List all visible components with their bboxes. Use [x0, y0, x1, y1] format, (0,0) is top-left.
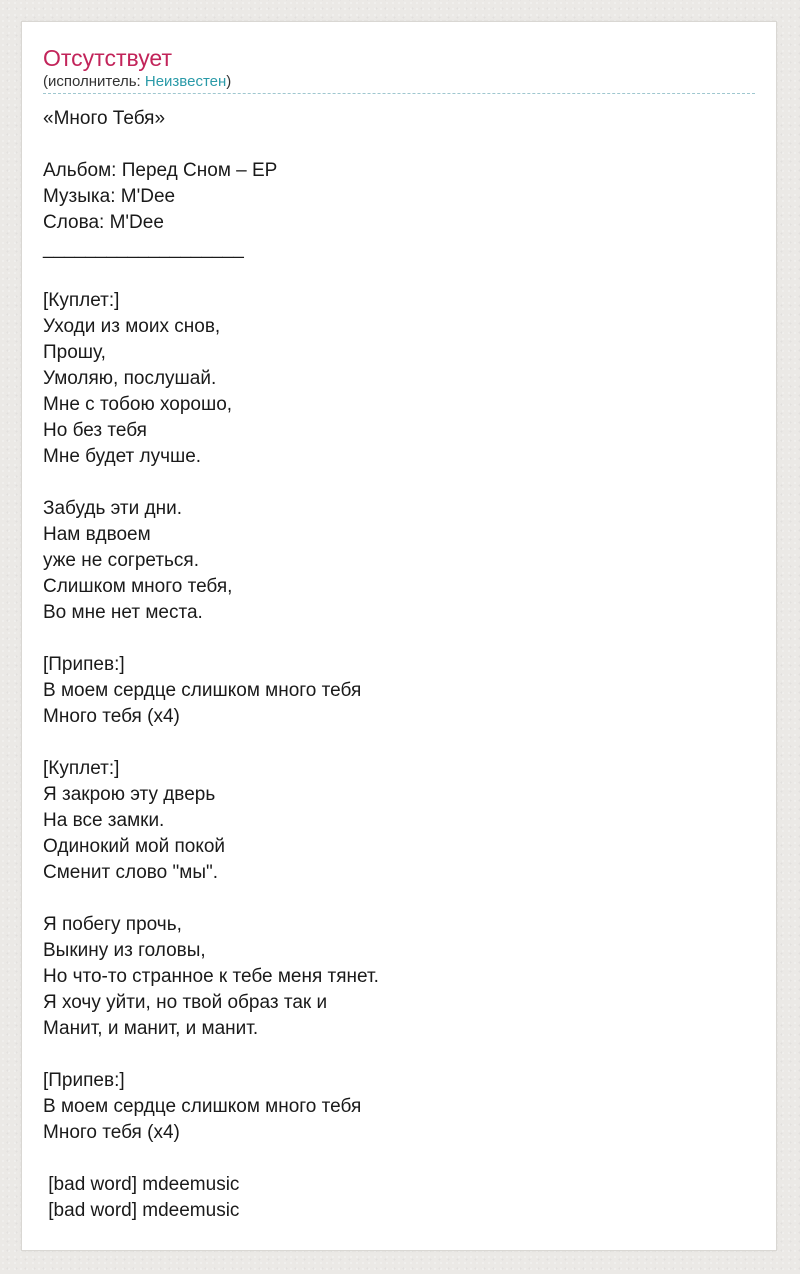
artist-link[interactable]: Неизвестен: [144, 73, 227, 90]
lyrics-card: [21, 21, 777, 1251]
lyrics-text: «Много Тебя» Альбом: Перед Сном – EP Музыка: M'Dee Слова: M'Dee ___________________ [Куплет:] Уходи из моих снов, Прошу, Умоляю, послушай. Мне с тобою хорошо, Но без тебя Мне будет лучше. Забудь эти дни. Нам вдвоем уже не согреться. Слишком много тебя, Во мне нет места. [Припев:] В моем сердце слишком много тебя Много тебя (х4) [Куплет:] Я закрою эту дверь На все замки. Одинокий мой покой Сменит слово "мы". Я побегу прочь, Выкину из головы, Но что-то странное к тебе меня тянет. Я хочу уйти, но твой образ так и Манит, и манит, и манит. [Припев:] В моем сердце слишком много тебя Много тебя (х4) [bad word] mdeemusic [bad word] mdeemusic: [43, 108, 379, 1221]
artist-suffix: ): [226, 73, 232, 90]
artist-line: [43, 73, 231, 91]
header-divider: [43, 93, 755, 94]
artist-prefix: (исполнитель:: [43, 73, 145, 90]
song-title: Отсутствует: [43, 45, 172, 71]
